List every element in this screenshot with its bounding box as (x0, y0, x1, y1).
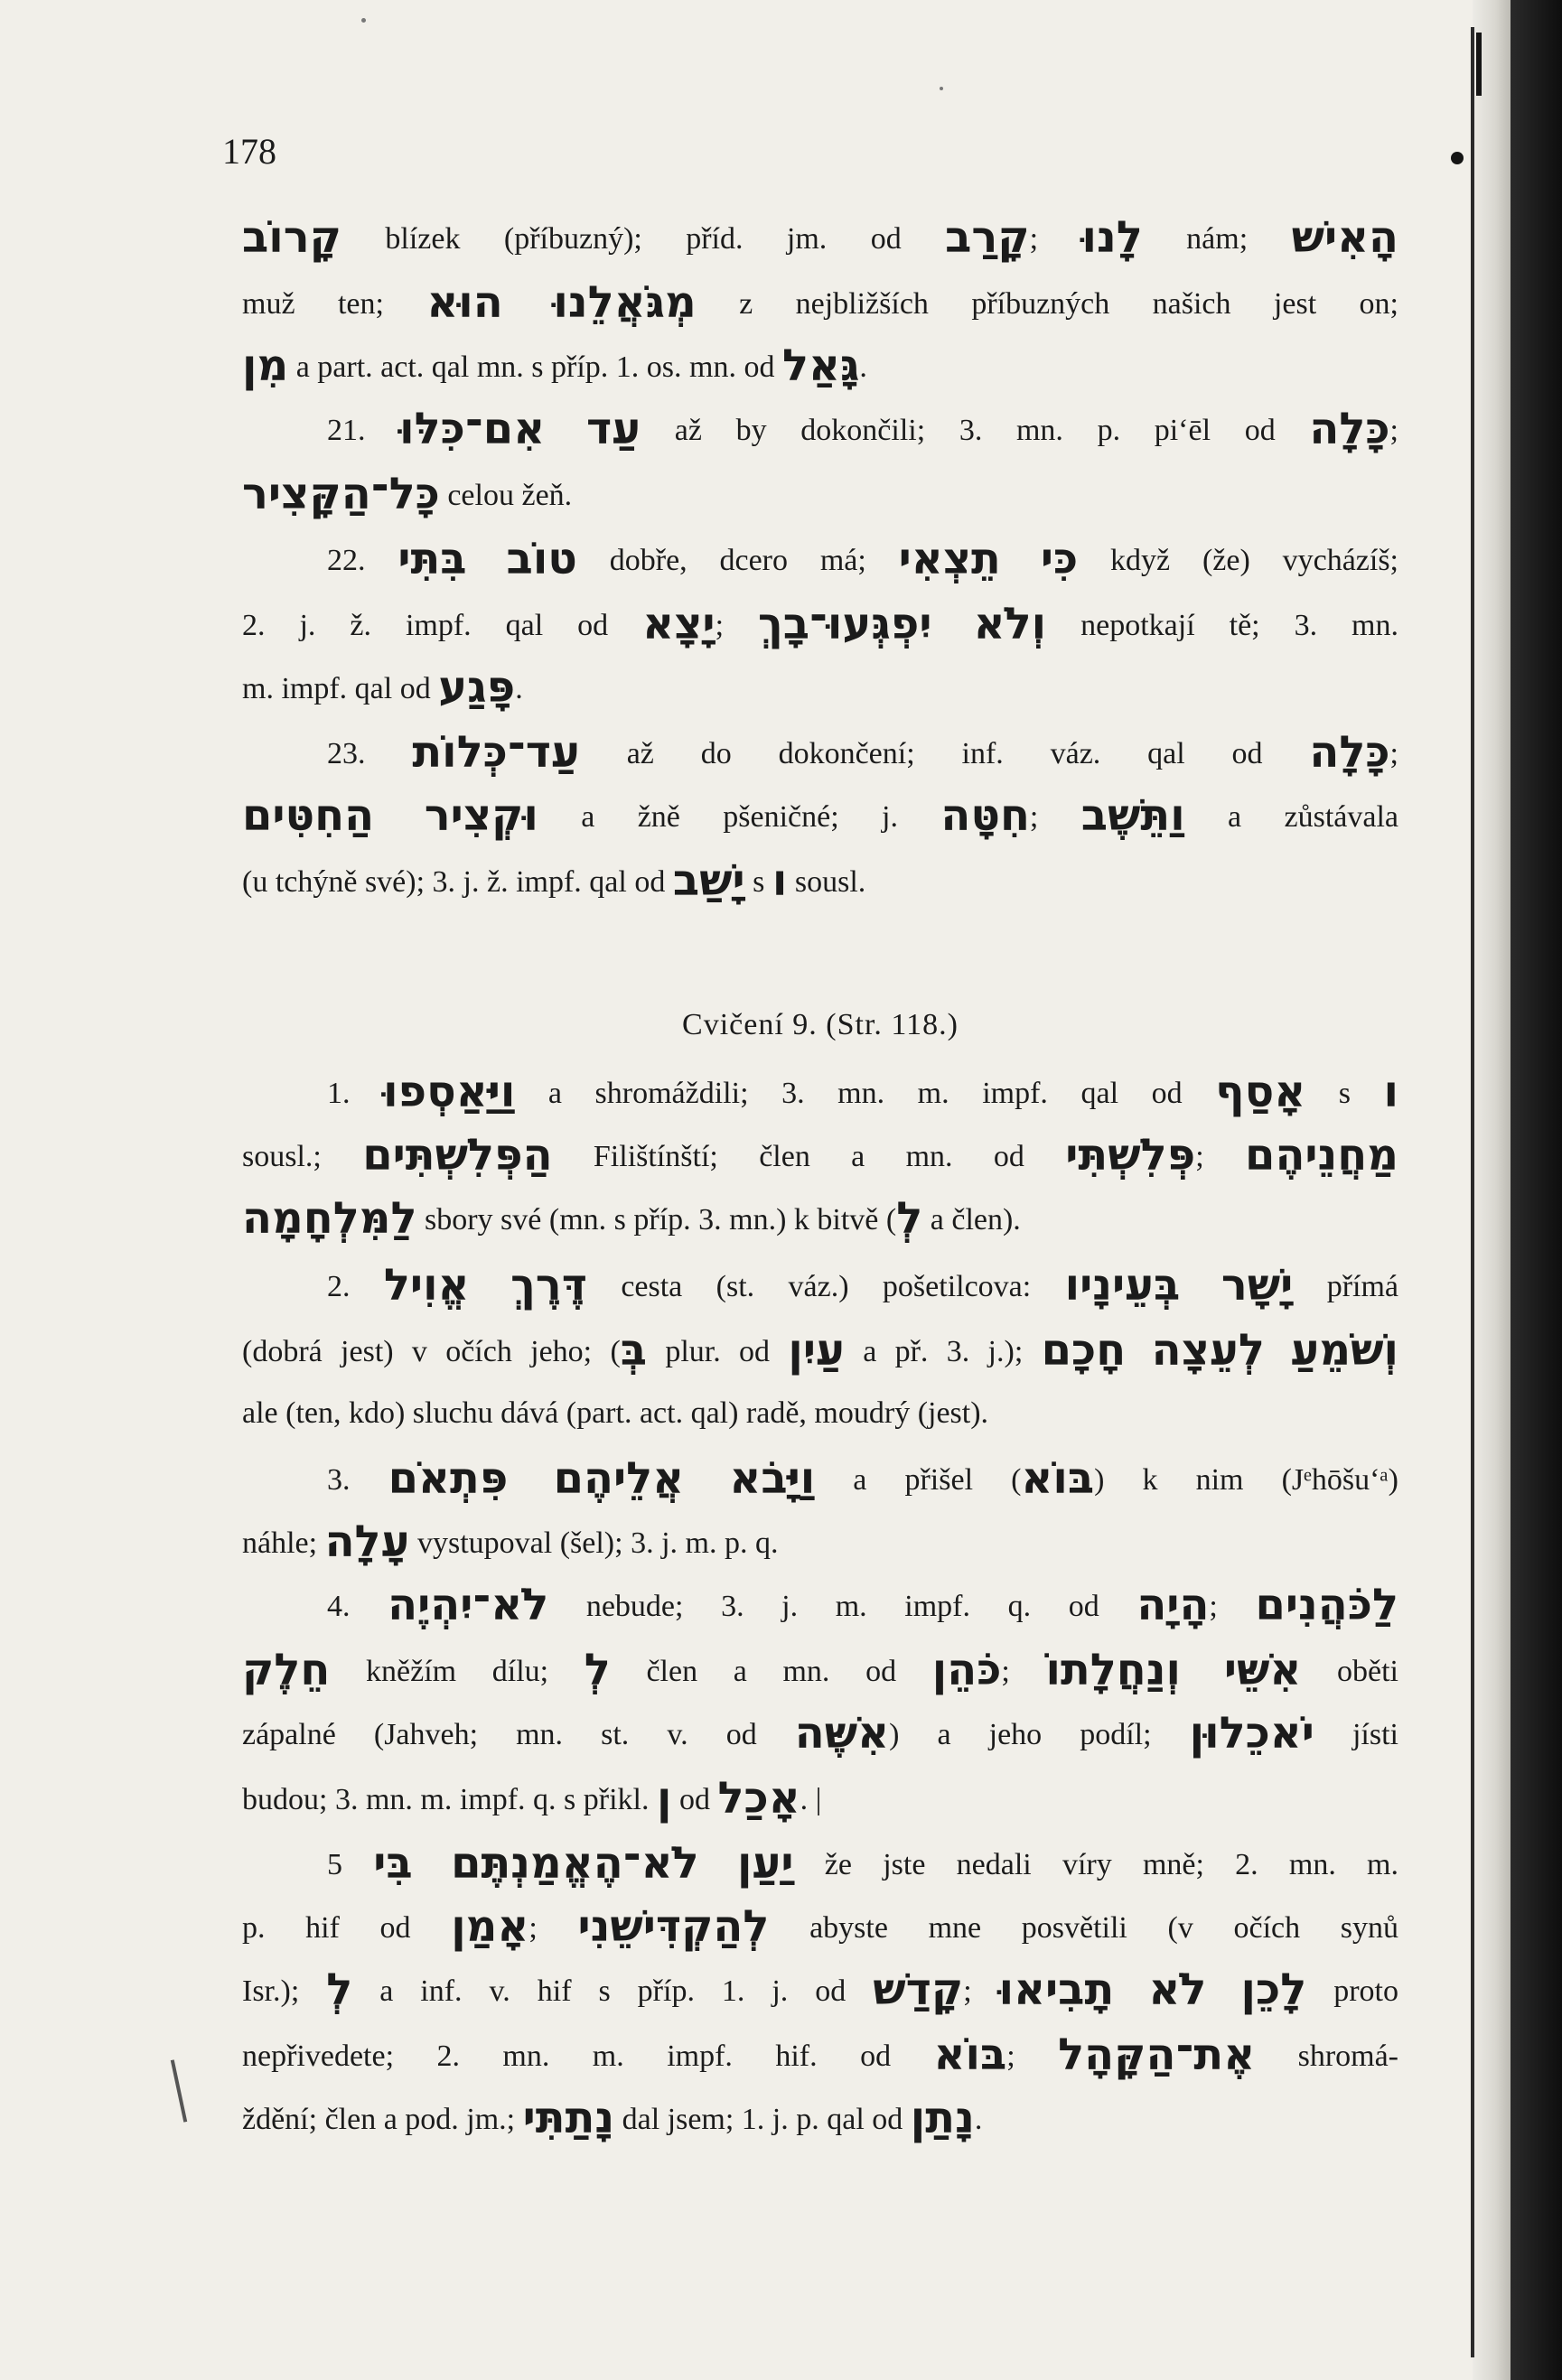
text-line (242, 790, 1399, 841)
hebrew-word: קָרוֹב (242, 212, 341, 263)
hebrew-word: אִשֶּׁה (794, 1708, 890, 1759)
czech-text: a přišel ( (815, 1463, 1022, 1497)
text-line (242, 1519, 1398, 1566)
czech-text: sousl. (787, 865, 866, 899)
hebrew-word: ו (772, 855, 788, 906)
hebrew-word: וּקְצִיר הַחִטִּים (242, 790, 538, 841)
hebrew-word: עַד־כְּלוֹת (412, 727, 580, 778)
text-line (327, 1069, 1398, 1116)
czech-text: ; (1209, 1590, 1256, 1623)
scan-dot (1451, 152, 1464, 164)
czech-text: dal jsem; 1. j. p. qal od (614, 2103, 911, 2136)
text-line (327, 1838, 1399, 1889)
czech-text: kněžím dílu; (330, 1655, 585, 1688)
hebrew-word: פָּגַע (438, 662, 516, 713)
hebrew-word: כָּל־הַקָּצִיר (242, 469, 440, 519)
czech-text: Cvičení 9. (Str. 118.) (682, 1008, 959, 1041)
czech-text: z nejbližších příbuzných našich jest on; (696, 287, 1398, 321)
hebrew-word: קָדַשׁ (873, 1965, 964, 2015)
czech-text: nepřivedete; 2. mn. m. impf. hif. od (242, 2039, 934, 2073)
czech-text: a člen). (922, 1203, 1021, 1237)
hebrew-word: לַמִּלְחָמָה (242, 1193, 417, 1244)
hebrew-word: לְ (326, 1965, 353, 2015)
hebrew-word: קָרַב (945, 212, 1030, 263)
czech-text: člen a mn. od (610, 1655, 932, 1688)
czech-text: nepotkají tě; 3. mn. (1046, 609, 1399, 642)
czech-text: od (671, 1783, 718, 1816)
czech-text: 2. (327, 1270, 384, 1303)
page-gutter-shadow (1473, 0, 1511, 2380)
czech-text: vystupoval (šel); 3. j. m. p. q. (409, 1526, 779, 1560)
czech-text: ; (715, 609, 758, 642)
hebrew-word: אֶת־הַקָּהָל (1058, 2030, 1256, 2080)
czech-text: 1. (327, 1077, 384, 1110)
hebrew-word: חֵלֶק (242, 1645, 331, 1695)
hebrew-word: נָתַתִּי (522, 2093, 615, 2143)
text-line (242, 1647, 1398, 1694)
text-line (327, 534, 1398, 584)
czech-text: a žně pšeničné; j. (538, 800, 941, 834)
czech-text: a inf. v. hif s příp. 1. j. od (352, 1974, 874, 2008)
czech-text: sbory své (mn. s příp. 3. mn.) k bitvě ( (416, 1203, 897, 1237)
czech-text: ; (528, 1911, 578, 1945)
hebrew-word: וַיָּבֹא אֲלֵיהֶם פִּתְאֹם (388, 1453, 816, 1504)
text-line (242, 471, 1398, 518)
czech-text: Filištínští; člen a mn. od (552, 1140, 1066, 1173)
hebrew-word: הַפְּלִשְׁתִּים (362, 1130, 553, 1181)
page-fold-line (1471, 27, 1474, 2357)
text-line (327, 727, 1398, 778)
text-line (242, 1193, 1398, 1244)
hebrew-word: וְלֹא יִפְגְּעוּ־בָךְ (757, 599, 1047, 649)
hebrew-word: אָמַן (451, 1901, 529, 1952)
hebrew-word: אָכַל (717, 1773, 800, 1824)
hebrew-word: לַכֹּהֲנִים (1255, 1580, 1398, 1630)
text-line (242, 212, 1399, 263)
czech-text: 4. (327, 1590, 388, 1623)
hebrew-word: וְשֹׁמֵעַ לְעֵצָה חָכָם (1041, 1325, 1398, 1376)
hebrew-word: לְ (896, 1193, 923, 1244)
hebrew-word: לָכֵן לֹא תָבִיאוּ (998, 1965, 1307, 2015)
czech-text: a zůstávala (1184, 800, 1399, 834)
hebrew-word: עַד אִם־כִּלּוּ (399, 404, 641, 454)
hebrew-word: דֶּרֶךְ אֱוִיל (383, 1260, 587, 1311)
hebrew-word: לְהַקְדִּישֵׁנִי (577, 1901, 770, 1952)
hebrew-word: אִשֵּׁי וְנַחֲלָתוֹ (1045, 1645, 1302, 1695)
text-line (242, 277, 1398, 328)
czech-text: 2. j. ž. impf. qal od (242, 609, 643, 642)
text-line (327, 1453, 1399, 1504)
czech-text: shromá- (1255, 2039, 1398, 2073)
czech-text: že jste nedali víry mně; 2. mn. m. (793, 1848, 1399, 1881)
hebrew-word: בְּ (620, 1325, 648, 1376)
section-heading (242, 1003, 1398, 1048)
czech-text: 22. (327, 544, 398, 577)
hebrew-word: מְגֹּאֲלֵנוּ הוּא (426, 277, 697, 328)
czech-text: m. impf. qal od (242, 672, 439, 705)
czech-text: muž ten; (242, 287, 427, 321)
text-line (242, 599, 1399, 649)
czech-text: . | (800, 1783, 822, 1816)
hebrew-word: יֹאכֵלוּן (1189, 1708, 1314, 1759)
czech-text: 21. (327, 414, 400, 447)
hebrew-word: טוֹב בִּתִּי (398, 534, 577, 584)
czech-text: . (515, 672, 523, 705)
czech-text: budou; 3. mn. m. impf. q. s přikl. (242, 1783, 657, 1816)
hebrew-word: כָּלָה (1309, 404, 1390, 454)
czech-text: když (že) vycházíš; (1078, 544, 1398, 577)
czech-text: a shromáždili; 3. mn. m. impf. qal od (515, 1077, 1216, 1110)
hebrew-word: ן (657, 1773, 672, 1824)
hebrew-word: לָנוּ (1081, 212, 1143, 263)
czech-text: sousl.; (242, 1140, 363, 1173)
hebrew-word: ו (1383, 1067, 1399, 1117)
hebrew-word: הָאִישׁ (1291, 212, 1399, 263)
czech-text: ; (1195, 1140, 1246, 1173)
hebrew-word: מַחֲנֵיהֶם (1245, 1130, 1399, 1181)
hebrew-word: חִטָּה (940, 790, 1030, 841)
hebrew-word: הָיָה (1136, 1580, 1210, 1630)
hebrew-word: וַתֵּשֶׁב (1080, 790, 1185, 841)
czech-text: 3. (327, 1463, 388, 1497)
hebrew-word: לֹא־יִהְיֶה (388, 1580, 549, 1630)
czech-text: ; (1029, 800, 1081, 834)
text-line (327, 406, 1398, 453)
hebrew-word: בּוֹא (1021, 1453, 1095, 1504)
pencil-mark (171, 2059, 187, 2122)
scan-mark (1476, 33, 1482, 96)
czech-text: ) k nim (Jᵉhōšu‘ᵃ) (1094, 1463, 1399, 1497)
hebrew-word: יָשָׁר בְּעֵינָיו (1064, 1260, 1294, 1311)
text-line (242, 855, 1398, 906)
czech-text: . (859, 350, 867, 384)
czech-text: náhle; (242, 1526, 325, 1560)
text-line (327, 1582, 1398, 1629)
czech-text: ; (1001, 1655, 1046, 1688)
text-line (242, 2095, 1398, 2142)
hebrew-word: יָצָא (642, 599, 716, 649)
text-line (242, 1967, 1398, 2014)
text-line (242, 1325, 1398, 1376)
text-line (242, 1708, 1398, 1759)
hebrew-word: יַעַן לֹא־הֶאֱמַנְתֶּם בִּי (373, 1838, 794, 1889)
hebrew-word: יָשַׁב (672, 855, 745, 906)
czech-text: . (974, 2103, 983, 2136)
czech-text: celou žeň. (439, 479, 573, 512)
scan-speck (361, 18, 366, 23)
czech-text: cesta (st. váz.) pošetilcova: (586, 1270, 1065, 1303)
czech-text: ; (1029, 222, 1082, 256)
czech-text: nám; (1142, 222, 1292, 256)
hebrew-word: כִּי תֵצְאִי (898, 534, 1079, 584)
czech-text: 23. (327, 737, 413, 770)
hebrew-word: אָסַף (1215, 1067, 1306, 1117)
czech-text: oběti (1301, 1655, 1398, 1688)
czech-text: ; (1389, 414, 1398, 447)
text-line (327, 1260, 1399, 1311)
hebrew-word: מִן (242, 341, 289, 391)
hebrew-word: נָתַן (910, 2093, 975, 2143)
text-line (242, 1901, 1398, 1952)
text-line (242, 662, 1398, 713)
hebrew-word: עַיִן (788, 1325, 845, 1376)
hebrew-word: כָּלָה (1309, 727, 1390, 778)
hebrew-word: עָלָה (324, 1517, 410, 1567)
czech-text: zápalné (Jahveh; mn. st. v. od (242, 1718, 795, 1751)
czech-text: dobře, dcero má; (576, 544, 899, 577)
czech-text: a part. act. qal mn. s příp. 1. os. mn. od (288, 350, 782, 384)
hebrew-word: לְ (584, 1645, 611, 1695)
hebrew-word: כֹּהֵן (931, 1645, 1002, 1695)
czech-text: ždění; člen a pod. jm.; (242, 2103, 523, 2136)
czech-text: nebude; 3. j. m. impf. q. od (548, 1590, 1137, 1623)
text-line (242, 343, 1398, 390)
text-line (242, 1391, 1398, 1436)
czech-text: a př. 3. j.); (844, 1335, 1042, 1368)
page-number: 178 (222, 131, 276, 172)
czech-text: ale (ten, kdo) sluchu dává (part. act. qal) radě, moudrý (jest). (242, 1396, 989, 1430)
czech-text: ; (1006, 2039, 1059, 2073)
czech-text: Isr.); (242, 1974, 327, 2008)
czech-text: blízek (příbuzný); příd. jm. od (341, 222, 946, 256)
czech-text: jísti (1314, 1718, 1398, 1751)
czech-text: plur. od (647, 1335, 789, 1368)
text-line (242, 1130, 1399, 1181)
czech-text: (u tchýně své); 3. j. ž. impf. qal od (242, 865, 673, 899)
czech-text: až do dokončení; inf. váz. qal od (579, 737, 1310, 770)
czech-text: ; (1389, 737, 1398, 770)
czech-text: p. hif od (242, 1911, 452, 1945)
hebrew-word: פְּלִשְׁתִּי (1065, 1130, 1196, 1181)
hebrew-word: וַיַּאַסְפוּ (383, 1067, 516, 1117)
czech-text: až by dokončili; 3. mn. p. pi‘ēl od (641, 414, 1310, 447)
czech-text: ; (963, 1974, 999, 2008)
czech-text: s (744, 865, 772, 899)
czech-text: ) a jeho podíl; (889, 1718, 1190, 1751)
czech-text: proto (1306, 1974, 1398, 2008)
scanner-border (1511, 0, 1562, 2380)
czech-text: 5 (327, 1848, 374, 1881)
czech-text: přímá (1293, 1270, 1399, 1303)
hebrew-word: גָּאַל (781, 341, 860, 391)
czech-text: s (1305, 1077, 1384, 1110)
czech-text: (dobrá jest) v očích jeho; ( (242, 1335, 621, 1368)
text-line (242, 1773, 1398, 1824)
text-line (242, 2032, 1398, 2079)
czech-text: abyste mne posvětili (v očích synů (769, 1911, 1398, 1945)
hebrew-word: בּוֹא (933, 2030, 1007, 2080)
scan-speck (940, 87, 943, 90)
